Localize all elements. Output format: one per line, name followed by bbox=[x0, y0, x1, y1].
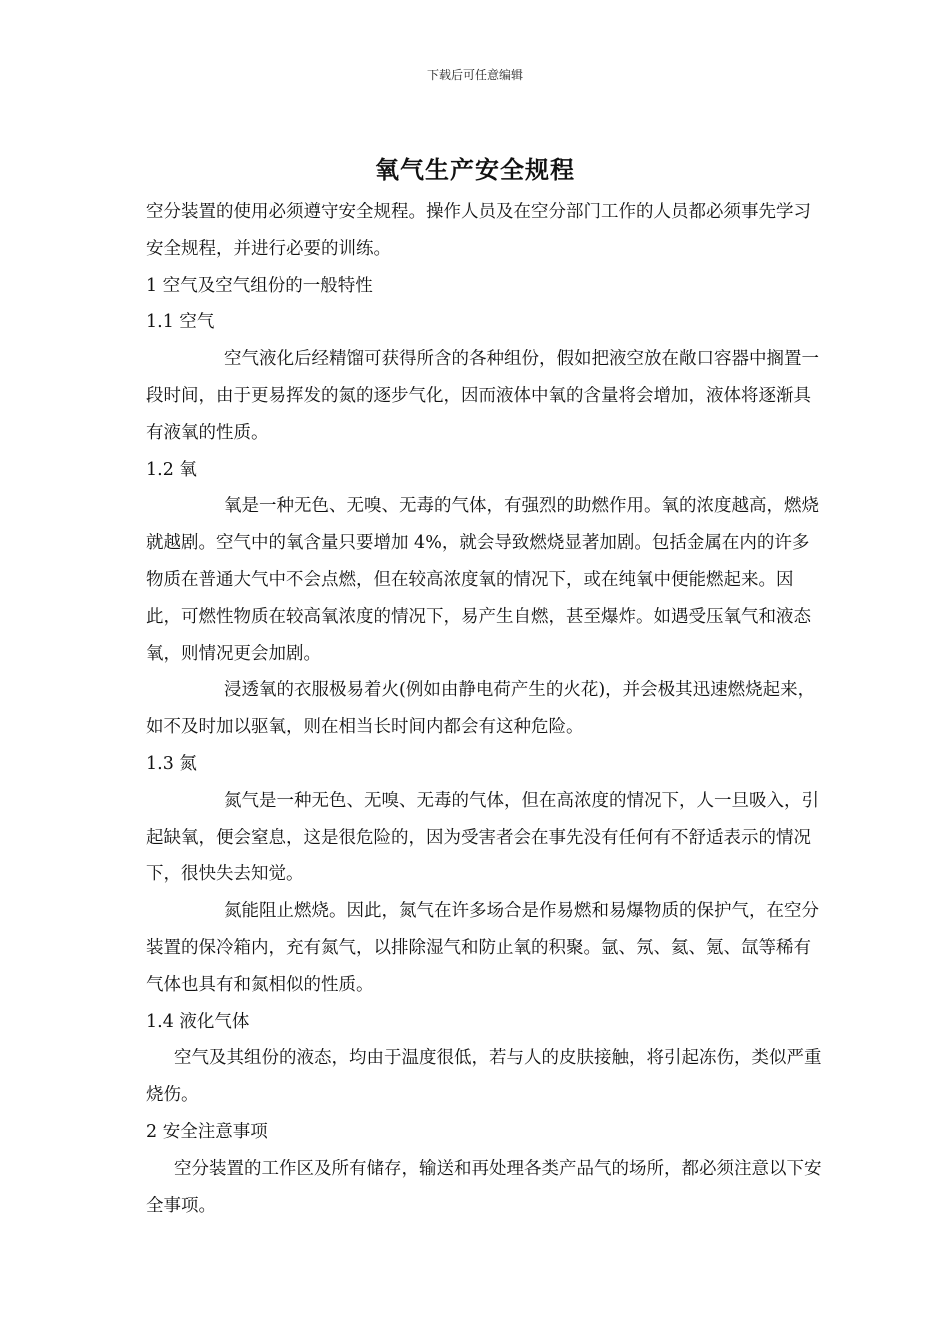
paragraph-1-1: 空气液化后经精馏可获得所含的各种组份，假如把液空放在敞口容器中搁置一段时间，由于更易挥发的氮的逐步气化，因而液体中氧的含量将会增加，液体将逐渐具有液氧的性质。 bbox=[146, 349, 819, 443]
paragraph-2: 空分装置的工作区及所有储存，输送和再处理各类产品气的场所，都必须注意以下安全事项。 bbox=[146, 1158, 822, 1216]
subsection-heading-1-3: 1.3 氮 bbox=[146, 753, 197, 774]
paragraph-1-2b: 浸透氧的衣服极易着火(例如由静电荷产生的火花)，并会极其迅速燃烧起来，如不及时加以驱氧，则在相当长时间内都会有这种危险。 bbox=[146, 680, 816, 738]
subsection-heading-1-2: 1.2 氧 bbox=[146, 459, 197, 480]
header-note: 下载后可任意编辑 bbox=[426, 68, 523, 82]
paragraph-1-3b: 氮能阻止燃烧。因此，氮气在许多场合是作易燃和易爆物质的保护气，在空分装置的保冷箱内，充有氮气，以排除湿气和防止氧的积聚。氩、氖、氦、氪、氙等稀有气体也具有和氮相似的性质。 bbox=[146, 901, 819, 995]
intro-paragraph: 空分装置的使用必须遵守安全规程。操作人员及在空分部门工作的人员都必须事先学习安全规程，并进行必要的训练。 bbox=[146, 202, 811, 259]
paragraph-1-4: 空气及其组份的液态，均由于温度很低，若与人的皮肤接触，将引起冻伤，类似严重烧伤。 bbox=[146, 1048, 822, 1106]
paragraph-1-2a: 氧是一种无色、无嗅、无毒的气体，有强烈的助燃作用。氧的浓度越高，燃烧就越剧。空气中的氧含量只要增加 4%，就会导致燃烧显著加剧。包括金属在内的许多物质在普通大气中不会点燃，但在较高浓度氧的情况下，或在纯氧中便能燃起来。因此，可燃性物质在较高氧浓度的情况下，易产生自燃，甚至爆炸。如遇受压氧气和液态氧，则情况更会加剧。 bbox=[146, 496, 819, 664]
section-heading-1: 1 空气及空气组份的一般特性 bbox=[146, 275, 373, 296]
document-title: 氧气生产安全规程 bbox=[375, 155, 575, 184]
subsection-heading-1-1: 1.1 空气 bbox=[146, 312, 215, 333]
paragraph-1-3a: 氮气是一种无色、无嗅、无毒的气体，但在高浓度的情况下，人一旦吸入，引起缺氧，便会窒息，这是很危险的，因为受害者会在事先没有任何有不舒适表示的情况下，很快失去知觉。 bbox=[146, 790, 819, 885]
document-body bbox=[146, 194, 826, 1224]
subsection-heading-1-4: 1.4 液化气体 bbox=[146, 1011, 250, 1032]
section-heading-2: 2 安全注意事项 bbox=[146, 1121, 268, 1142]
